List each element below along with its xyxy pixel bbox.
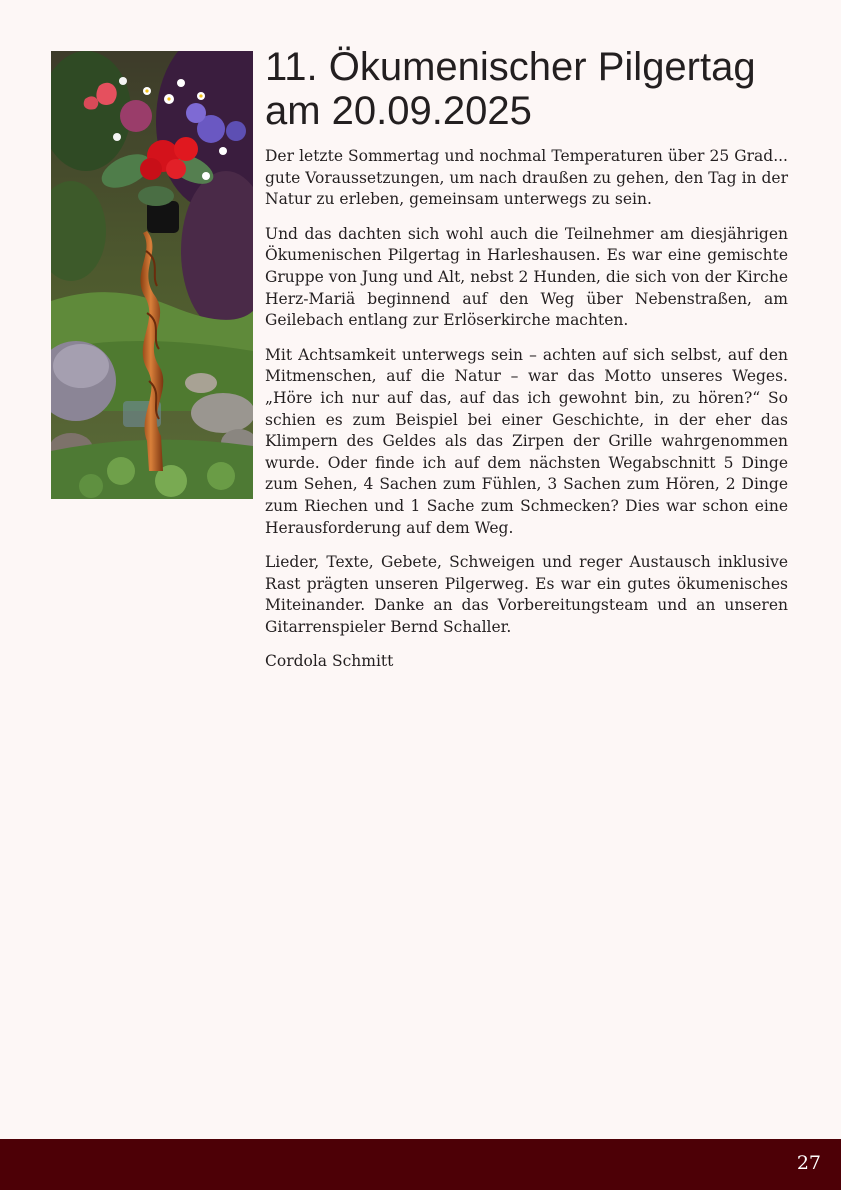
article-author: Cordola Schmitt <box>265 652 394 671</box>
pilgrim-staff-photo <box>51 51 253 499</box>
footer-band <box>0 1139 841 1190</box>
article-title-line-1: 11. Ökumenischer Pilgertag <box>265 45 756 89</box>
page-number: 27 <box>796 1152 821 1174</box>
article-title-line-2: am 20.09.2025 <box>265 89 532 133</box>
article-body <box>265 146 788 686</box>
article-title <box>265 45 795 133</box>
article-paragraph: Der letzte Sommertag und nochmal Temperaturen über 25 Grad... gute Voraussetzungen, um nach draußen zu gehen, den Tag in der Natur zu erleben, gemeinsam unterwegs zu sein. <box>265 147 788 209</box>
article-paragraph: Mit Achtsamkeit unterwegs sein – achten auf sich selbst, auf den Mitmenschen, auf die Natur – war das Motto unseres Weges. „Höre ich nur auf das, auf das ich gewohnt bin, zu hören?“ So schien es zum Beispiel bei einer Geschichte, in der eher das Klimpern des Geldes als das Zirpen der Grille wahrgenommen wurde. Oder finde ich auf dem nächsten Wegabschnitt 5 Dinge zum Sehen, 4 Sachen zum Fühlen, 3 Sachen zum Hören, 2 Dinge zum Riechen und 1 Sache zum Schmecken? Dies war schon eine Herausforderung auf dem Weg. <box>265 345 788 537</box>
article-paragraph: Und das dachten sich wohl auch die Teilnehmer am diesjährigen Ökumenischen Pilgertag in Harleshausen. Es war eine gemischte Gruppe von Jung und Alt, nebst 2 Hunden, die sich von der Kirche Herz-Mariä beginnend auf den Weg über Nebenstraßen, am Geilebach entlang zur Erlöserkirche machten. <box>265 224 788 330</box>
article-paragraph: Lieder, Texte, Gebete, Schweigen und reger Austausch inklusive Rast prägten unseren Pilgerweg. Es war ein gutes ökumenisches Miteinander. Danke an das Vorbereitungsteam und an unseren Gitarrenspieler Bernd Schaller. <box>265 553 788 636</box>
